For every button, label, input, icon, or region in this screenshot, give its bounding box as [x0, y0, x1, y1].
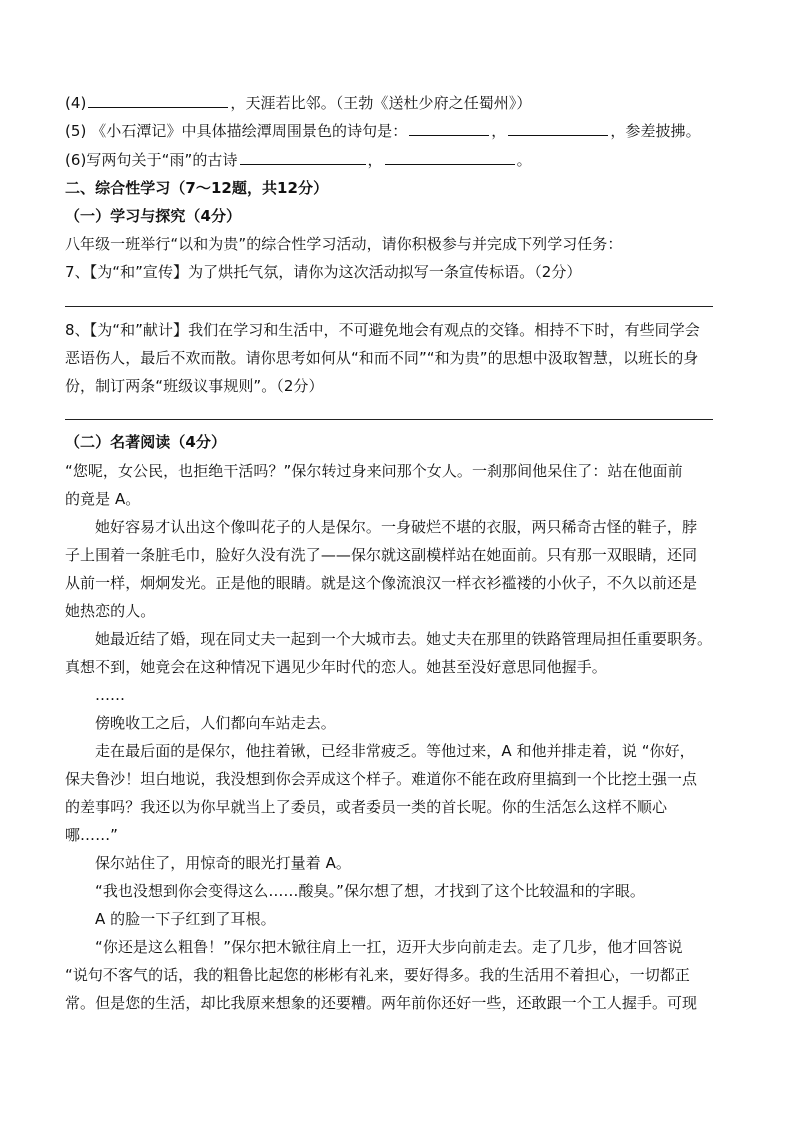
q5-answer-blank-2[interactable] [508, 119, 608, 136]
passage-line: A 的脸一下子红到了耳根。 [95, 910, 276, 928]
passage-line: 的竟是 A。 [65, 490, 141, 508]
passage-line: 她最近结了婚，现在同丈夫一起到一个大城市去。她丈夫在那里的铁路管理局担任重要职务。 [95, 630, 713, 648]
passage-line: 真想不到，她竟会在这种情况下遇见少年时代的恋人。她甚至没好意思同他握手。 [65, 658, 607, 676]
passage-line: “我也没想到你会变得这么……酸臭。”保尔想了想，才找到了这个比较温和的字眼。 [95, 882, 645, 900]
passage-line: 常。但是您的生活，却比我原来想象的还要糟。两年前你还好一些，还敢跟一个工人握手。可现 [65, 994, 698, 1012]
q6-suffix: 。 [516, 151, 532, 169]
section-2-title: 二、综合性学习（7～12题，共12分） [65, 179, 329, 197]
passage-line: 子上围着一条脏毛巾，脸好久没有洗了——保尔就这副模样站在她面前。只有那一双眼睛，还同 [65, 546, 698, 564]
q5-answer-blank-1[interactable] [409, 119, 489, 136]
q6-comma: ， [367, 151, 383, 169]
question-4-line [65, 91, 735, 117]
q6-prefix: (6)写两句关于“雨”的古诗 [65, 151, 238, 169]
passage-line: “说句不客气的话，我的粗鲁比起您的彬彬有礼来，要好得多。我的生活用不着担心，一切都正 [65, 966, 690, 984]
q4-prefix: (4) [65, 94, 87, 112]
passage-line: 傍晚收工之后，人们都向车站走去。 [95, 714, 336, 732]
passage-line: 的差事吗？我还以为你早就当上了委员，或者委员一类的首长呢。你的生活怎么这样不顺心 [65, 798, 668, 816]
passage-line: 从前一样，炯炯发光。正是他的眼睛。就是这个像流浪汉一样衣衫褴褛的小伙子，不久以前还是 [65, 574, 698, 592]
q6-answer-blank-1[interactable] [240, 148, 366, 165]
q5-comma: ， [491, 122, 507, 140]
passage-line: 哪……” [65, 826, 118, 844]
q5-suffix: ，参差披拂。 [610, 122, 701, 140]
q5-prefix: (5) 《小石潭记》中具体描绘潭周围景色的诗句是： [65, 122, 408, 140]
passage-line: 保夫鲁沙！坦白地说，我没想到你会弄成这个样子。难道你不能在政府里搞到一个比挖土强一点 [65, 770, 698, 788]
part-1-title: （一）学习与探究（4分） [65, 207, 242, 225]
question-5-line [65, 119, 735, 145]
question-8-line-1: 8、【为“和”献计】我们在学习和生活中，不可避免地会有观点的交锋。相持不下时，有些同学会 [65, 321, 700, 339]
passage-line: 保尔站住了，用惊奇的眼光打量着 A。 [95, 854, 351, 872]
passage-line: 她热恋的人。 [65, 602, 156, 620]
passage-line: 走在最后面的是保尔，他拄着锹，已经非常疲乏。等他过来，A 和他并排走着，说 “你好， [95, 742, 695, 760]
question-8-line-2: 恶语伤人，最后不欢而散。请你思考如何从“和而不同”“和为贵”的思想中汲取智慧，以班长的身 [65, 349, 699, 367]
passage-line: …… [95, 686, 126, 704]
passage-line: “您呢，女公民，也拒绝干活吗？”保尔转过身来问那个女人。一刹那间他呆住了：站在他面前 [65, 462, 683, 480]
passage-line: “你还是这么粗鲁！”保尔把木锨往肩上一扛，迈开大步向前走去。走了几步，他才回答说 [95, 938, 683, 956]
q6-answer-blank-2[interactable] [385, 148, 515, 165]
activity-intro: 八年级一班举行“以和为贵”的综合性学习活动，请你积极参与并完成下列学习任务： [65, 235, 623, 253]
q4-answer-blank[interactable] [88, 91, 228, 108]
q8-answer-line[interactable] [65, 419, 713, 420]
question-7: 7、【为“和”宣传】为了烘托气氛，请你为这次活动拟写一条宣传标语。（2分） [65, 263, 582, 281]
question-8-line-3: 份，制订两条“班级议事规则”。（2分） [65, 377, 324, 395]
question-6-line [65, 148, 735, 174]
part-2-title: （二）名著阅读（4分） [65, 433, 226, 451]
passage-line: 她好容易才认出这个像叫花子的人是保尔。一身破烂不堪的衣服，两只稀奇古怪的鞋子，脖 [95, 518, 698, 536]
q7-answer-line[interactable] [65, 306, 713, 307]
q4-suffix: ，天涯若比邻。（王勃《送杜少府之任蜀州》） [230, 94, 532, 112]
